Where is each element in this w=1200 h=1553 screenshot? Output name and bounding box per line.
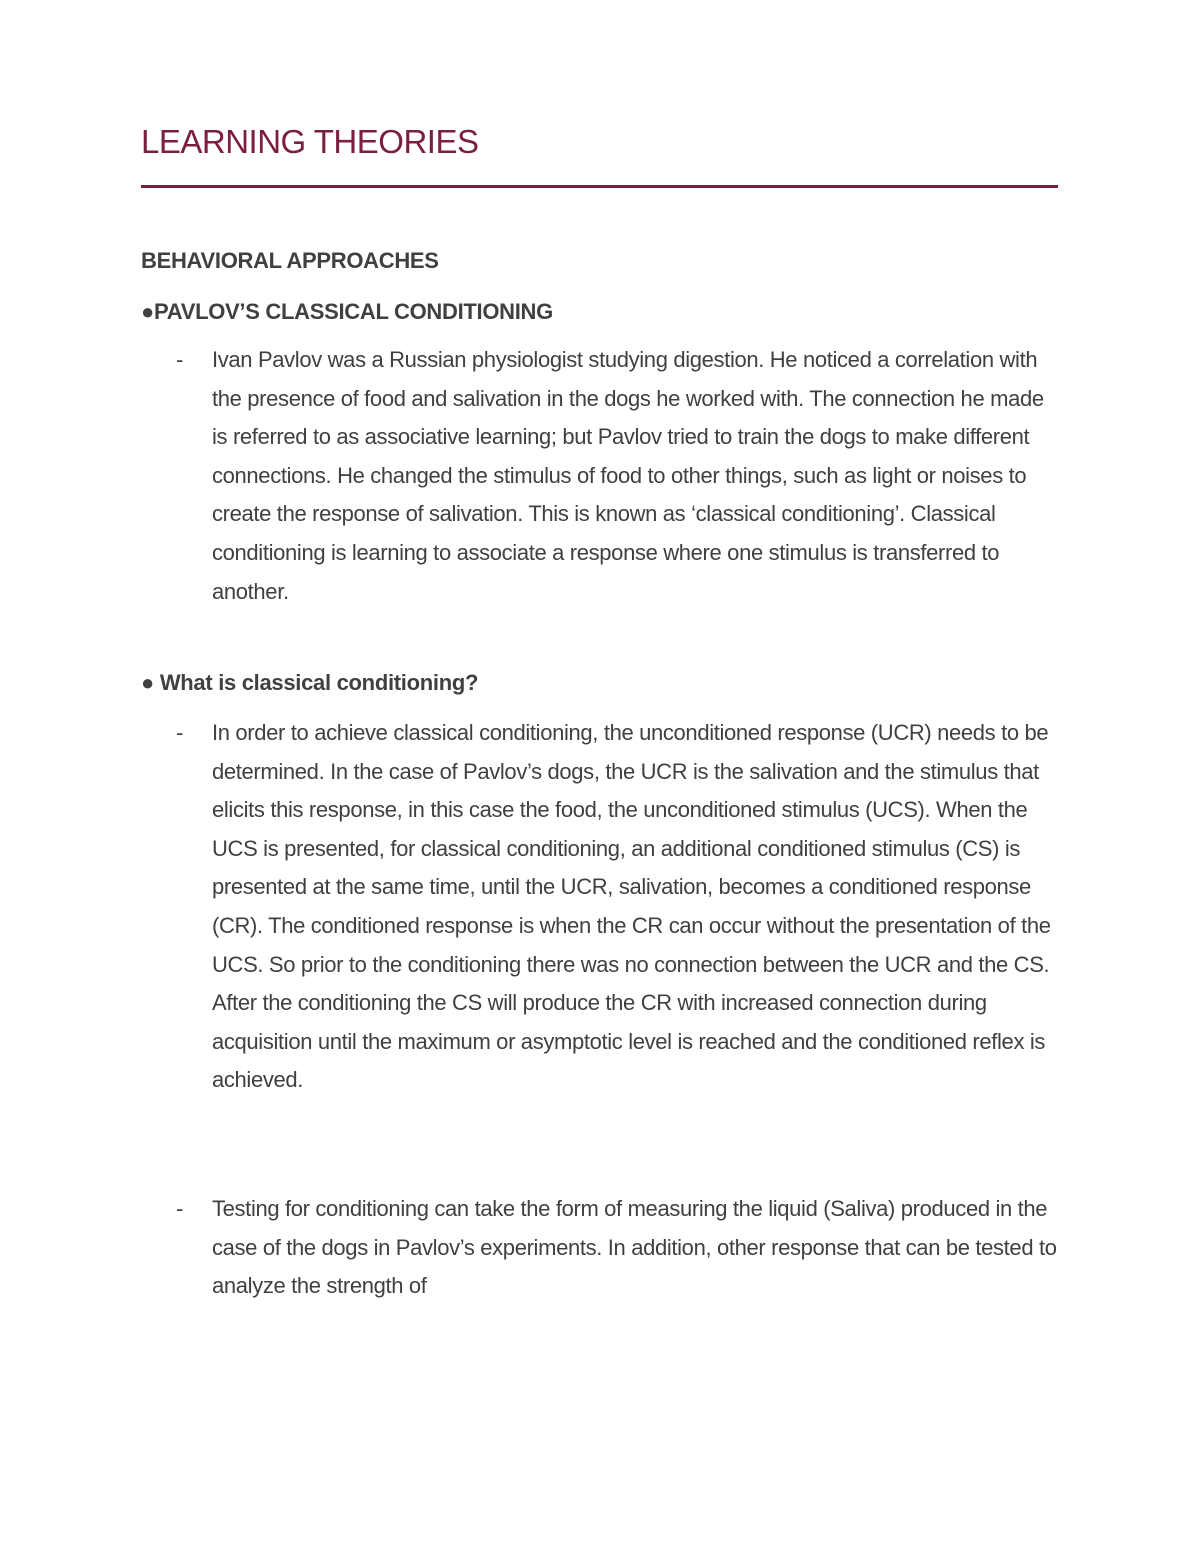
bullet-heading-text: PAVLOV’S CLASSICAL CONDITIONING <box>154 299 553 324</box>
bullet-heading-what-is-classical-conditioning <box>141 668 478 698</box>
bullet-icon: ● <box>141 299 154 324</box>
list-item-text: Ivan Pavlov was a Russian physiologist studying digestion. He noticed a correlation with the presence of food and salivation in the dogs he worked with. The connection he made is referred to as associative learning; but Pavlov tried to train the dogs to make different connections. He changed the stimulus of food to other things, such as light or noises to create the response of salivation. This is known as ‘classical conditioning’. Classical conditioning is learning to associate a response where one stimulus is transferred to another. <box>212 347 1044 604</box>
section-heading: BEHAVIORAL APPROACHES <box>141 248 439 273</box>
list-item-text: In order to achieve classical conditioning, the unconditioned response (UCR) needs to be determined. In the case of Pavlov’s dogs, the UCR is the salivation and the stimulus that elicits this response, in this case the food, the unconditioned stimulus (UCS). When the UCS is presented, for classical conditioning, an additional conditioned stimulus (CS) is presented at the same time, until the UCR, salivation, becomes a conditioned response (CR). The conditioned response is when the CR can occur without the presentation of the UCS. So prior to the conditioning there was no connection between the UCR and the CS. After the conditioning the CS will produce the CR with increased connection during acquisition until the maximum or asymptotic level is reached and the conditioned reflex is achieved. <box>212 720 1051 1093</box>
document-title: LEARNING THEORIES <box>141 123 479 160</box>
bullet-heading-pavlov <box>141 297 553 327</box>
dash-marker: - <box>176 1196 184 1221</box>
title-underline-rule <box>141 185 1058 188</box>
bullet-heading-text: What is classical conditioning? <box>159 670 479 695</box>
list-item-text: Testing for conditioning can take the form of measuring the liquid (Saliva) produced in the case of the dogs in Pavlov’s experiments. In addition, other response that can be tested to analyze the strength of <box>212 1196 1057 1299</box>
bullet-icon: ● <box>141 670 160 695</box>
dash-marker: - <box>176 347 184 372</box>
dash-marker: - <box>176 720 184 745</box>
